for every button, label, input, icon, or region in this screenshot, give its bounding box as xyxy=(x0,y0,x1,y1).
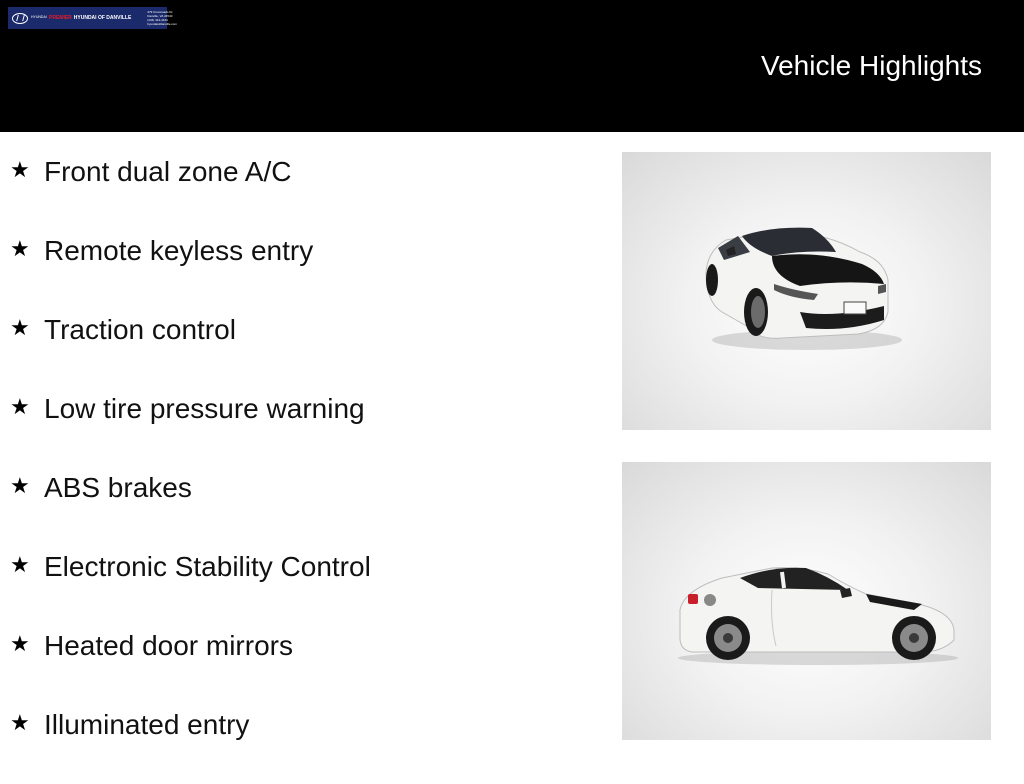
dealer-logo[interactable] xyxy=(8,7,177,29)
highlight-label: Heated door mirrors xyxy=(44,630,293,661)
header-bar xyxy=(0,0,1024,132)
list-item xyxy=(10,468,371,547)
star-icon: ★ xyxy=(10,157,30,182)
page-title: Vehicle Highlights xyxy=(760,50,982,81)
list-item xyxy=(10,152,371,231)
star-icon: ★ xyxy=(10,710,30,735)
highlights-list xyxy=(10,152,371,784)
logo-mark-label: HYUNDAI xyxy=(31,15,47,20)
star-icon: ★ xyxy=(10,473,30,498)
logo-brand-premier: PREMIER xyxy=(49,15,72,21)
highlight-label: Traction control xyxy=(44,314,236,345)
list-item xyxy=(10,310,371,389)
star-icon: ★ xyxy=(10,236,30,261)
list-item xyxy=(10,231,371,310)
highlight-label: ABS brakes xyxy=(44,472,192,503)
list-item xyxy=(10,705,371,784)
logo-address: 479 Crossroads Dr, Danville, VA 24540 (434) 444-4444 hyundaiofdanville.com xyxy=(147,10,177,26)
highlight-label: Remote keyless entry xyxy=(44,235,314,266)
star-icon: ★ xyxy=(10,394,30,419)
star-icon: ★ xyxy=(10,552,30,577)
star-icon: ★ xyxy=(10,631,30,656)
star-icon: ★ xyxy=(10,315,30,340)
highlight-label: Illuminated entry xyxy=(44,709,250,740)
highlight-label: Low tire pressure warning xyxy=(44,393,365,424)
car-front-illustration xyxy=(622,152,991,430)
highlight-label: Electronic Stability Control xyxy=(44,551,371,582)
highlight-label: Front dual zone A/C xyxy=(44,156,292,187)
list-item xyxy=(10,547,371,626)
hyundai-logo-icon xyxy=(12,13,28,24)
list-item xyxy=(10,389,371,468)
vehicle-photo-front[interactable] xyxy=(622,152,991,430)
logo-brand-dealer: HYUNDAI OF DANVILLE xyxy=(73,15,132,21)
list-item xyxy=(10,626,371,705)
vehicle-photo-side[interactable] xyxy=(622,462,991,740)
car-side-illustration xyxy=(622,462,991,740)
